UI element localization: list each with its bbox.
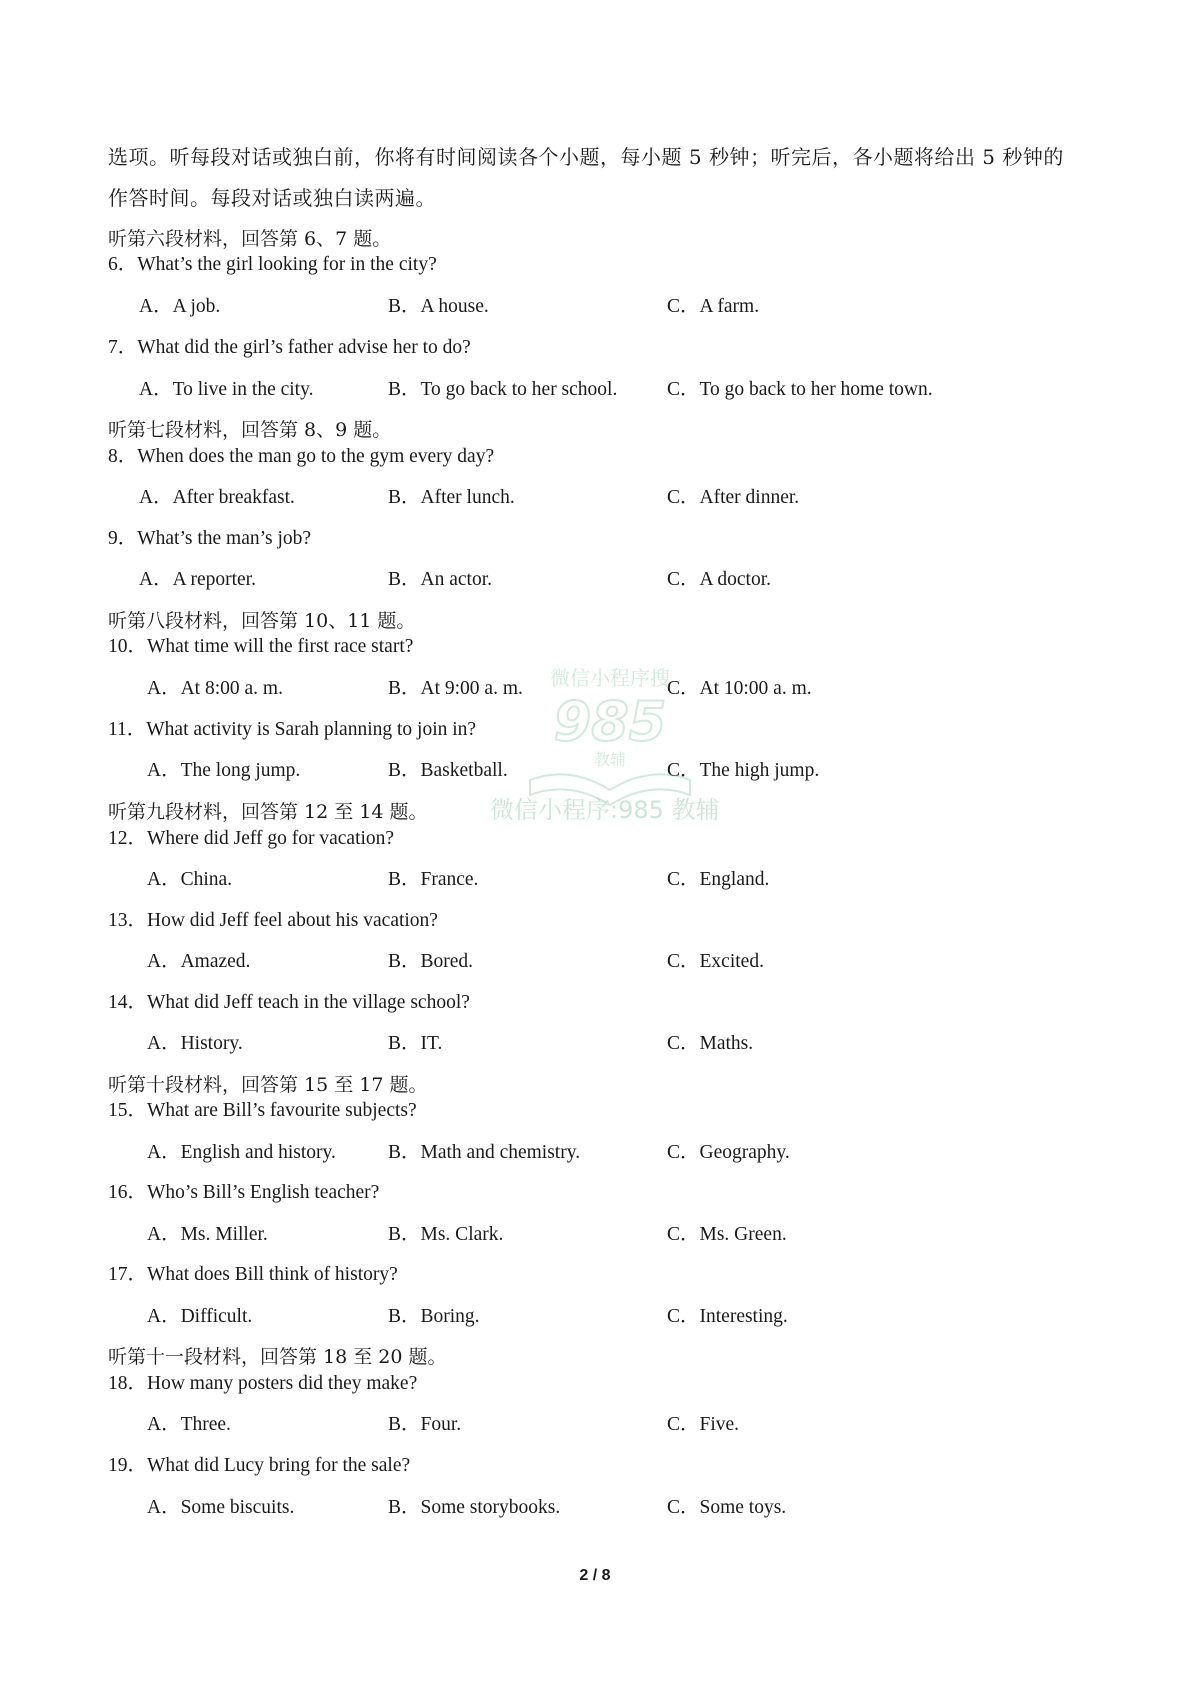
question-text: 9．What’s the man’s job? <box>108 528 312 549</box>
section-heading: 听第十一段材料，回答第 18 至 20 题。 <box>108 1346 447 1368</box>
option-a: A．English and history. <box>147 1142 336 1163</box>
watermark-number: 985 <box>553 690 667 753</box>
question-text: 15．What are Bill’s favourite subjects? <box>108 1100 417 1121</box>
watermark-top-text: 微信小程序搜 <box>550 666 670 690</box>
section-heading: 听第八段材料，回答第 10、11 题。 <box>108 610 416 632</box>
option-b: B．Bored. <box>388 951 474 972</box>
option-c: C．A farm. <box>667 296 760 317</box>
option-c: C．Excited. <box>667 951 764 972</box>
question-text: 13．How did Jeff feel about his vacation? <box>108 910 438 931</box>
option-c: C．To go back to her home town. <box>667 379 933 400</box>
option-b: B．After lunch. <box>388 487 515 508</box>
question-text: 12．Where did Jeff go for vacation? <box>108 828 395 849</box>
option-a: A．A reporter. <box>139 569 256 590</box>
option-a: A．The long jump. <box>147 760 301 781</box>
option-b: B．Some storybooks. <box>388 1497 561 1518</box>
option-b: B．Ms. Clark. <box>388 1224 504 1245</box>
section-heading: 听第七段材料，回答第 8、9 题。 <box>108 419 392 441</box>
option-b: B．An actor. <box>388 569 492 590</box>
option-c: C．At 10:00 a. m. <box>667 678 812 699</box>
page-number: 2 / 8 <box>579 1567 611 1584</box>
option-a: A．History. <box>147 1033 243 1054</box>
option-c: C．Geography. <box>667 1142 790 1163</box>
option-c: C．After dinner. <box>667 487 800 508</box>
option-c: C．The high jump. <box>667 760 820 781</box>
option-c: C．Some toys. <box>667 1497 787 1518</box>
question-text: 10．What time will the first race start? <box>108 636 414 657</box>
option-c: C．A doctor. <box>667 569 772 590</box>
section-heading: 听第九段材料，回答第 12 至 14 题。 <box>108 801 428 823</box>
watermark-bottom-text: 微信小程序:985 教辅 <box>490 796 720 824</box>
section-heading: 听第十段材料，回答第 15 至 17 题。 <box>108 1074 428 1096</box>
option-a: A．To live in the city. <box>139 379 314 400</box>
question-text: 7．What did the girl’s father advise her to do? <box>108 337 471 358</box>
option-a: A．After breakfast. <box>139 487 295 508</box>
question-text: 18．How many posters did they make? <box>108 1373 418 1394</box>
intro-line-2: 作答时间。每段对话或独白读两遍。 <box>108 186 436 210</box>
option-b: B．A house. <box>388 296 489 317</box>
option-b: B．Four. <box>388 1414 462 1435</box>
section-heading: 听第六段材料，回答第 6、7 题。 <box>108 228 392 250</box>
question-text: 17．What does Bill think of history? <box>108 1264 398 1285</box>
option-b: B．At 9:00 a. m. <box>388 678 523 699</box>
option-b: B．IT. <box>388 1033 443 1054</box>
option-a: A．A job. <box>139 296 221 317</box>
option-a: A．Difficult. <box>147 1306 253 1327</box>
option-a: A．Ms. Miller. <box>147 1224 268 1245</box>
question-text: 16．Who’s Bill’s English teacher? <box>108 1182 380 1203</box>
option-a: A．Some biscuits. <box>147 1497 295 1518</box>
option-a: A．Amazed. <box>147 951 251 972</box>
option-b: B．Boring. <box>388 1306 480 1327</box>
question-text: 11．What activity is Sarah planning to join in? <box>108 719 477 740</box>
option-a: A．At 8:00 a. m. <box>147 678 283 699</box>
question-text: 6．What’s the girl looking for in the city? <box>108 254 437 275</box>
option-b: B．Math and chemistry. <box>388 1142 581 1163</box>
question-text: 14．What did Jeff teach in the village school? <box>108 992 470 1013</box>
option-c: C．Five. <box>667 1414 740 1435</box>
option-a: A．Three. <box>147 1414 231 1435</box>
option-b: B．France. <box>388 869 479 890</box>
option-c: C．England. <box>667 869 770 890</box>
question-text: 19．What did Lucy bring for the sale? <box>108 1455 411 1476</box>
intro-line-1: 选项。听每段对话或独白前，你将有时间阅读各个小题，每小题 5 秒钟；听完后，各小题将给出 5 秒钟的 <box>108 145 1064 169</box>
question-text: 8．When does the man go to the gym every day? <box>108 446 495 467</box>
option-b: B．To go back to her school. <box>388 379 618 400</box>
option-a: A．China. <box>147 869 233 890</box>
option-c: C．Maths. <box>667 1033 754 1054</box>
option-c: C．Interesting. <box>667 1306 788 1327</box>
option-b: B．Basketball. <box>388 760 508 781</box>
watermark-sub: 教辅 <box>593 750 627 769</box>
option-c: C．Ms. Green. <box>667 1224 787 1245</box>
